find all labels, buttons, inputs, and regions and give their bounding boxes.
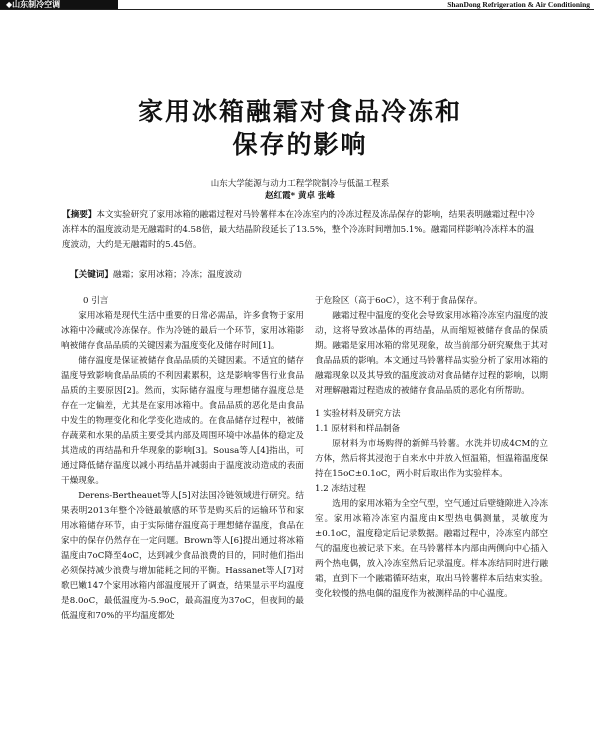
right-column (315, 294, 548, 602)
paragraph: 融霜过程中温度的变化会导致家用冰箱冷冻室内温度的波动，这将导致冰晶体的再结晶，从而缩短被储存食品的保质期。融霜是家用冰箱的常见现象，故当前部分研究聚焦于其对食品品质的影响。本文通过马铃薯样品实验分析了家用冰箱的融霜现象以及其导致的温度波动对食品储存过程的影响，以期对理解融霜过程造成的被储存食品品质的恶化有所帮助。 (315, 311, 548, 396)
paragraph: 储存温度是保证被储存食品品质的关键因素。不适宜的储存温度导致影响食品品质的不利因素累积，这是影响零售行业食品品质的主要原因[2]。然而，实际储存温度与理想储存温度总是存在一定偏差，尤其是在家用冰箱中。食品品质的恶化是由食品中发生的物理变化和化学变化造成的。在食品储存过程中，被储存蔬菜和水果的品质主要受其内部及周围环境中冰晶体的稳定及其造成的再结晶和升华现象的影响[3]。Sousa等人[4]指出，可通过降低储存温度以减小再结晶并减弱由于温度波动造成的表面干燥现象。 (61, 356, 304, 486)
journal-name-en: ShanDong Refrigeration & Air Conditioning (447, 0, 590, 9)
keywords (70, 268, 242, 283)
paragraph: 于危险区（高于6oC），这不利于食品保存。 (315, 296, 483, 306)
abstract-text: 本文实验研究了家用冰箱的融霜过程对马铃薯样本在冷冻室内的冷冻过程及冻品保存的影响，结果表明融霜过程中冷冻样本的温度波动是无融霜时的4.58倍，最大结晶阶段延长了13.5%，整个冷冻时间增加5.1%。融霜同样影响冷冻样本的温度波动，大约是无融霜时的5.45倍。 (62, 210, 535, 250)
abstract-label: 【摘要】 (62, 210, 97, 220)
affiliation: 山东大学能源与动力工程学院制冷与低温工程系 (210, 179, 390, 189)
paper-title-line-1: 家用冰箱融霜对食品冷冻和 (137, 97, 462, 126)
header-rule (0, 9, 594, 10)
paragraph: Derens-Bertheauet等人[5]对法国冷链领域进行研究。结果表明2013年整个冷链最敏感的环节是购买后的运输环节和家用冰箱储存环节，由于实际储存温度高于理想储存温度，食品在家中的保存仍然存在一定问题。Brown等人[6]提出通过将冰箱温度由7oC降至4oC，达到减少食品浪费的目的，同时他们指出必须保持减少浪费与增加能耗之间的平衡。Hassanet等人[7]对歌巴嫩147个家用冰箱内部温度展开了调查，结果显示平均温度是8.0oC，最低温度为-5.9oC，最高温度为37oC，但夜间的最低温度和70%的平均温度都处 (61, 491, 304, 621)
section-1-2-heading: 1.2 冻结过程 (315, 484, 366, 494)
abstract (62, 208, 540, 253)
section-1-1-text: 原材料为市场购得的新鲜马铃薯。水洗并切成4CM的立方体，然后将其浸泡于自来水中并放入恒温箱，恒温箱温度保持在15oC±0.1oC，两小时后取出作为实验样本。 (315, 439, 548, 479)
section-1-heading: 1 实验材料及研究方法 (315, 409, 401, 419)
journal-name-cn: ◆山东制冷空调 (0, 0, 118, 9)
paper-title-line-2: 保存的影响 (232, 130, 368, 159)
authors: 赵红霞* 黄卓 张峰 (265, 191, 335, 201)
section-1-2-text: 选用的家用冰箱为全空气型，空气通过后壁缝隙进入冷冻室。家用冰箱冷冻室内温度由K型热电偶测量，灵敏度为±0.1oC，温度稳定后记录数据。融霜过程中，冷冻室内部空气的温度也被记录下来。在马铃薯样本内部由两侧向中心插入两个热电偶，放入冷冻室然后记录温度。样本冻结同时进行融霜，直到下一个融霜循环结束，取出马铃薯样本后结束实验。变化较慢的热电偶的温度作为被测样品的中心温度。 (315, 499, 548, 599)
keywords-label: 【关键词】 (70, 270, 113, 280)
keywords-text: 融霜；家用冰箱；冷冻；温度波动 (112, 270, 242, 280)
left-column (61, 294, 304, 624)
intro-heading: 0 引言 (83, 296, 109, 306)
paragraph: 家用冰箱是现代生活中重要的日常必需品，许多食物于家用冰箱中冷藏或冷冻保存。作为冷链的最后一个环节，家用冰箱影响被储存食品品质的关键因素为温度变化及储存时间[1]。 (61, 311, 304, 351)
section-1-1-heading: 1.1 原材料和样品制备 (315, 424, 401, 434)
